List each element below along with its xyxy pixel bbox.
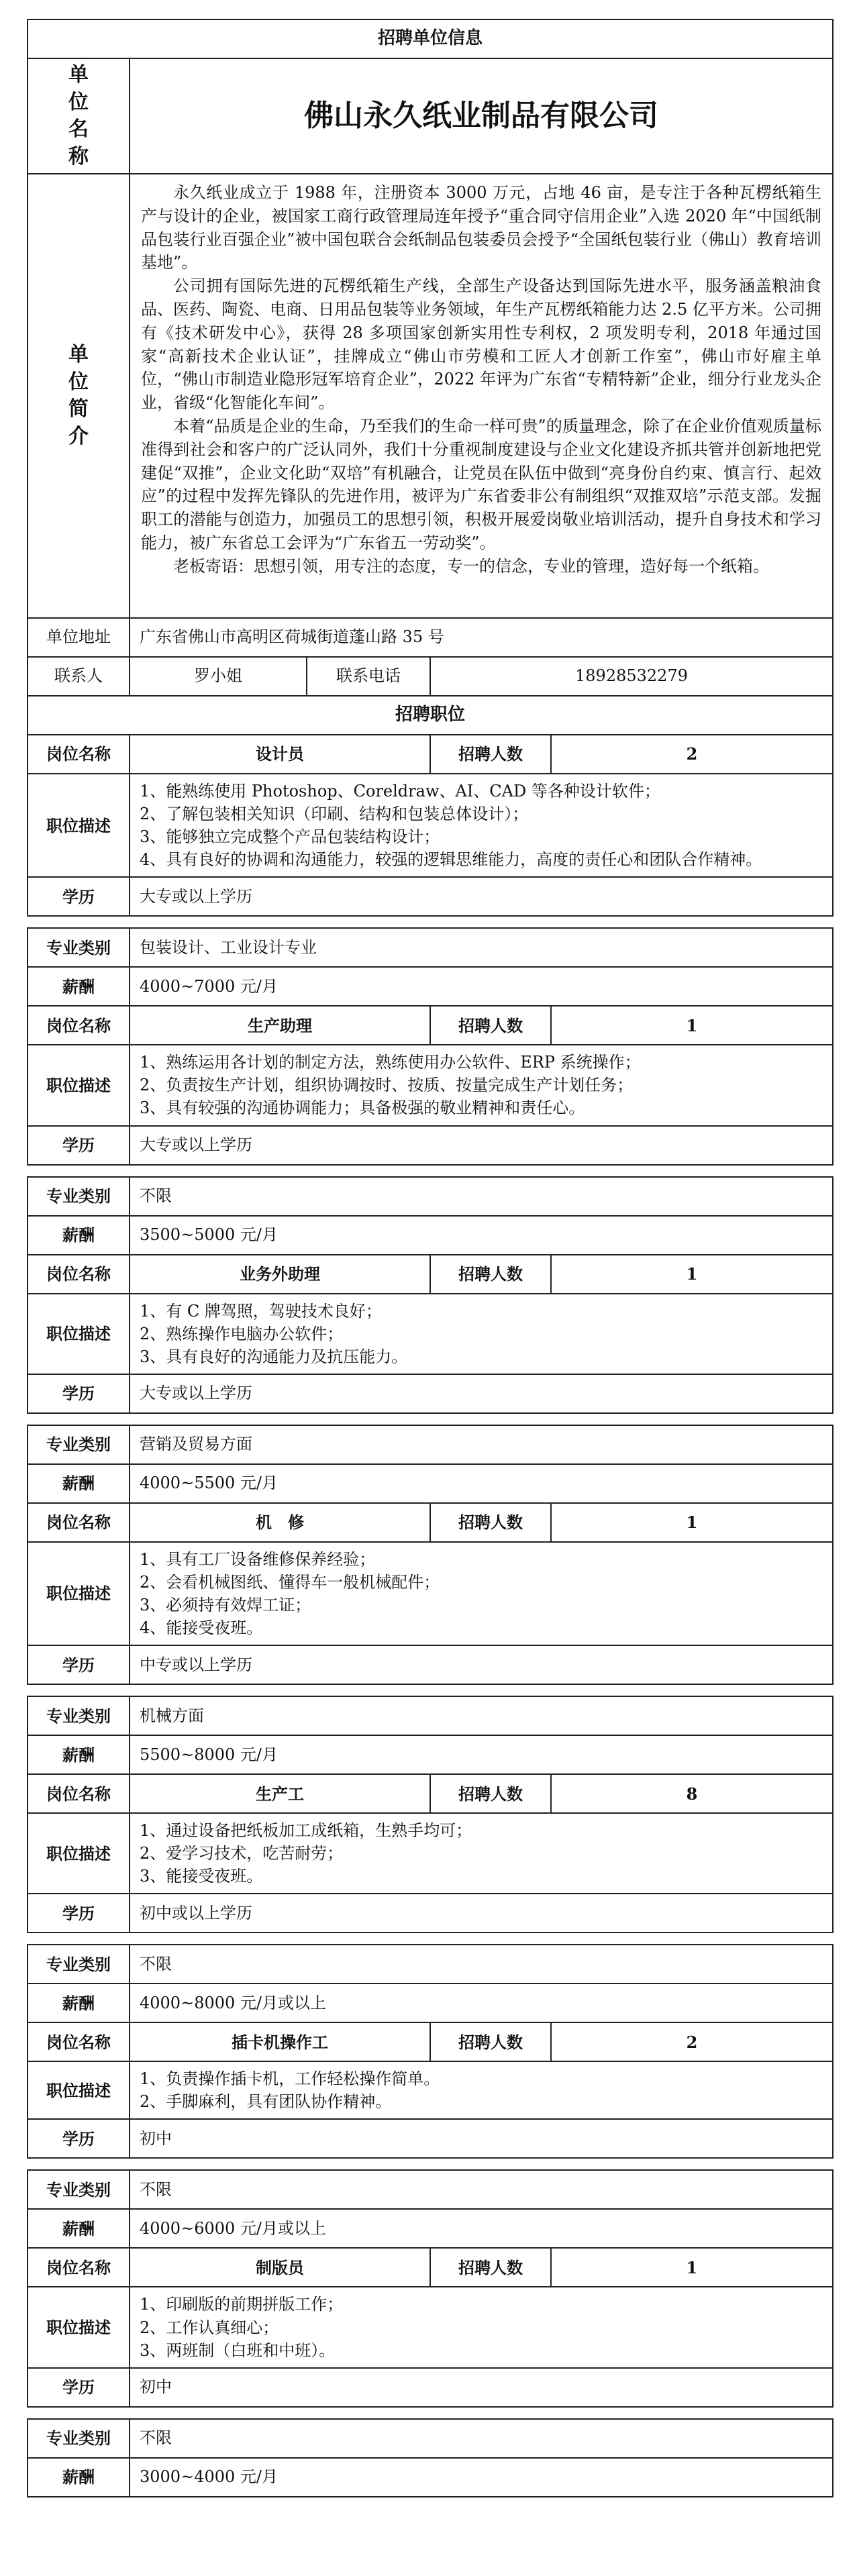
job-major-row bbox=[28, 2419, 833, 2458]
job-name-label: 岗位名称 bbox=[28, 735, 130, 774]
job-header-row bbox=[28, 1255, 833, 1294]
job-salary-label: 薪酬 bbox=[28, 2209, 130, 2248]
job-desc-row bbox=[28, 2061, 833, 2119]
company-name-label-text: 单位名称 bbox=[68, 63, 89, 168]
job-name: 生产助理 bbox=[130, 1006, 430, 1045]
job-desc-line: 1、有 C 牌驾照，驾驶技术良好； bbox=[140, 1301, 382, 1321]
job-gap-row bbox=[28, 1933, 833, 1945]
address-row bbox=[28, 618, 833, 657]
job-salary-label: 薪酬 bbox=[28, 1216, 130, 1255]
job-gap-row bbox=[28, 1413, 833, 1425]
job-header-row bbox=[28, 1774, 833, 1813]
job-desc-line: 2、熟练操作电脑办公软件； bbox=[140, 1324, 344, 1343]
job-gap-row bbox=[28, 1684, 833, 1696]
intro-paragraph: 本着“品质是企业的生命，乃至我们的生命一样可贵”的质量理念，除了在企业价值观质量标准得到社会和客户的广泛认同外，我们十分重视制度建设与企业文化建设齐抓共管并创新地把党建促“双推”，企业文化助“双培”有机融合，让党员在队伍中做到“亮身份自约束、慎言行、起效应”的过程中发挥先锋队的先进作用，被评为广东省委非公有制组织“双推双培”示范支部。发掘职工的潜能与创造力，加强员工的思想引领，积极开展爱岗敬业培训活动，提升自身技术和学习能力，被广东省总工会评为“广东省五一劳动奖”。 bbox=[141, 416, 821, 552]
job-salary-row bbox=[28, 1735, 833, 1774]
job-major-row bbox=[28, 1696, 833, 1735]
job-gap-row bbox=[28, 1165, 833, 1177]
job-gap bbox=[28, 916, 833, 928]
job-name-label: 岗位名称 bbox=[28, 1503, 130, 1542]
job-name: 业务外助理 bbox=[130, 1255, 430, 1294]
job-desc-row bbox=[28, 2287, 833, 2367]
job-major-label: 专业类别 bbox=[28, 2419, 130, 2458]
recruitment-document bbox=[27, 19, 832, 2497]
job-header-row bbox=[28, 735, 833, 774]
job-desc-row bbox=[28, 1813, 833, 1894]
job-header-row bbox=[28, 2248, 833, 2287]
job-count: 1 bbox=[551, 2248, 833, 2287]
job-salary-row bbox=[28, 1464, 833, 1503]
job-count: 8 bbox=[551, 1774, 833, 1813]
job-desc bbox=[130, 2061, 833, 2119]
job-name-label: 岗位名称 bbox=[28, 1774, 130, 1813]
job-desc-line: 4、具有良好的协调和沟通能力，较强的逻辑思维能力，高度的责任心和团队合作精神。 bbox=[140, 850, 762, 870]
job-count: 2 bbox=[551, 735, 833, 774]
job-edu-label: 学历 bbox=[28, 1645, 130, 1684]
job-major-label: 专业类别 bbox=[28, 928, 130, 967]
job-gap-row bbox=[28, 916, 833, 928]
job-salary: 4000~6000 元/月或以上 bbox=[130, 2209, 833, 2248]
job-major: 不限 bbox=[130, 2419, 833, 2458]
job-major: 机械方面 bbox=[130, 1696, 833, 1735]
job-edu-label: 学历 bbox=[28, 1374, 130, 1413]
jobs-list bbox=[28, 735, 833, 2497]
job-edu-row bbox=[28, 1645, 833, 1684]
job-major-row bbox=[28, 2170, 833, 2209]
job-desc-line: 2、工作认真细心； bbox=[140, 2318, 279, 2337]
job-desc bbox=[130, 1813, 833, 1894]
job-name: 插卡机操作工 bbox=[130, 2022, 430, 2061]
job-edu-label: 学历 bbox=[28, 877, 130, 916]
job-major-label: 专业类别 bbox=[28, 1696, 130, 1735]
job-desc-line: 3、必须持有效焊工证； bbox=[140, 1595, 311, 1614]
job-salary-row bbox=[28, 967, 833, 1006]
job-gap bbox=[28, 1933, 833, 1945]
job-desc-row bbox=[28, 774, 833, 877]
job-gap bbox=[28, 1413, 833, 1425]
job-name: 生产工 bbox=[130, 1774, 430, 1813]
company-intro-row bbox=[28, 174, 833, 618]
job-salary: 4000~8000 元/月或以上 bbox=[130, 1983, 833, 2022]
job-desc-line: 1、熟练运用各计划的制定方法，熟练使用办公软件、ERP 系统操作； bbox=[140, 1053, 641, 1072]
job-desc-line: 4、能接受夜班。 bbox=[140, 1618, 263, 1638]
job-desc-line: 3、两班制（白班和中班）。 bbox=[140, 2340, 336, 2360]
job-major-row bbox=[28, 928, 833, 967]
job-gap bbox=[28, 2158, 833, 2170]
job-gap-row bbox=[28, 2407, 833, 2419]
job-name-label: 岗位名称 bbox=[28, 2022, 130, 2061]
address-label: 单位地址 bbox=[28, 618, 130, 657]
job-edu-label: 学历 bbox=[28, 2119, 130, 2158]
phone-value: 18928532279 bbox=[430, 657, 833, 696]
job-salary-label: 薪酬 bbox=[28, 1735, 130, 1774]
job-desc-line: 3、具有良好的沟通能力及抗压能力。 bbox=[140, 1347, 408, 1366]
job-desc-label: 职位描述 bbox=[28, 1045, 130, 1125]
job-major-label: 专业类别 bbox=[28, 2170, 130, 2209]
job-desc bbox=[130, 1542, 833, 1645]
job-salary-row bbox=[28, 2458, 833, 2497]
job-edu-row bbox=[28, 2368, 833, 2407]
job-edu-row bbox=[28, 877, 833, 916]
job-salary: 3000~4000 元/月 bbox=[130, 2458, 833, 2497]
contact-row bbox=[28, 657, 833, 696]
job-desc-line: 1、印刷版的前期拼版工作； bbox=[140, 2295, 344, 2314]
job-desc-line: 2、负责按生产计划，组织协调按时、按质、按量完成生产计划任务； bbox=[140, 1076, 634, 1095]
job-salary: 4000~7000 元/月 bbox=[130, 967, 833, 1006]
job-count-label: 招聘人数 bbox=[430, 1503, 551, 1542]
job-edu: 大专或以上学历 bbox=[130, 1126, 833, 1165]
job-desc bbox=[130, 2287, 833, 2367]
job-count-label: 招聘人数 bbox=[430, 1774, 551, 1813]
job-name-label: 岗位名称 bbox=[28, 1255, 130, 1294]
company-name-row bbox=[28, 58, 833, 174]
job-salary-label: 薪酬 bbox=[28, 967, 130, 1006]
job-edu-label: 学历 bbox=[28, 1126, 130, 1165]
job-salary: 4000~5500 元/月 bbox=[130, 1464, 833, 1503]
job-major: 不限 bbox=[130, 2170, 833, 2209]
contact-value: 罗小姐 bbox=[130, 657, 307, 696]
job-salary: 3500~5000 元/月 bbox=[130, 1216, 833, 1255]
job-desc-line: 2、爱学习技术，吃苦耐劳； bbox=[140, 1844, 344, 1863]
job-count-label: 招聘人数 bbox=[430, 2022, 551, 2061]
job-salary-label: 薪酬 bbox=[28, 1983, 130, 2022]
job-desc-line: 2、手脚麻利，具有团队协作精神。 bbox=[140, 2092, 392, 2112]
job-name-label: 岗位名称 bbox=[28, 2248, 130, 2287]
job-edu-row bbox=[28, 1126, 833, 1165]
job-desc-label: 职位描述 bbox=[28, 2061, 130, 2119]
company-name-label bbox=[28, 58, 130, 174]
job-major: 包装设计、工业设计专业 bbox=[130, 928, 833, 967]
job-count: 2 bbox=[551, 2022, 833, 2061]
company-intro-label bbox=[28, 174, 130, 618]
job-desc-label: 职位描述 bbox=[28, 2287, 130, 2367]
job-desc-line: 1、能熟练使用 Photoshop、Coreldraw、AI、CAD 等各种设计软件； bbox=[140, 782, 660, 801]
job-name: 制版员 bbox=[130, 2248, 430, 2287]
job-count: 1 bbox=[551, 1503, 833, 1542]
job-salary-label: 薪酬 bbox=[28, 1464, 130, 1503]
job-edu-row bbox=[28, 1894, 833, 1933]
job-count: 1 bbox=[551, 1006, 833, 1045]
job-desc-line: 1、负责操作插卡机，工作轻松操作简单。 bbox=[140, 2069, 440, 2089]
job-gap bbox=[28, 1165, 833, 1177]
job-major: 不限 bbox=[130, 1177, 833, 1216]
job-major-row bbox=[28, 1945, 833, 1983]
job-count-label: 招聘人数 bbox=[430, 1006, 551, 1045]
job-desc-line: 2、了解包装相关知识（印刷、结构和包装总体设计）； bbox=[140, 805, 529, 824]
job-desc-line: 3、能够独立完成整个产品包装结构设计； bbox=[140, 827, 440, 847]
intro-paragraph: 永久纸业成立于 1988 年，注册资本 3000 万元，占地 46 亩，是专注于各种瓦楞纸箱生产与设计的企业，被国家工商行政管理局连年授予“重合同守信用企业”入选 2020 年“中国纸制品包装行业百强企业”被中国包联合会纸制品包装委员会授予“全国纸包装行业（佛山）教育培训基地”。 bbox=[141, 183, 821, 272]
intro-paragraph: 公司拥有国际先进的瓦楞纸箱生产线，全部生产设备达到国际先进水平，服务涵盖粮油食品、医药、陶瓷、电商、日用品包装等业务领域，年生产瓦楞纸箱能力达 2.5 亿平方米。公司拥有《技术研发中心》，获得 28 多项国家创新实用性专利权，2 项发明专利，2018 年通过国家“高新技术企业认证”，挂牌成立“佛山市劳模和工匠人才创新工作室”，佛山市好雇主单位，“佛山市制造业隐形冠军培育企业”，2022 年评为广东省“专精特新”企业，细分行业龙头企业，省级“化智能化车间”。 bbox=[141, 276, 821, 413]
job-count-label: 招聘人数 bbox=[430, 2248, 551, 2287]
phone-label: 联系电话 bbox=[307, 657, 430, 696]
job-major-label: 专业类别 bbox=[28, 1177, 130, 1216]
job-desc bbox=[130, 1045, 833, 1125]
job-desc-row bbox=[28, 1045, 833, 1125]
job-desc-label: 职位描述 bbox=[28, 1813, 130, 1894]
job-name: 机 修 bbox=[130, 1503, 430, 1542]
job-salary: 5500~8000 元/月 bbox=[130, 1735, 833, 1774]
job-name-label: 岗位名称 bbox=[28, 1006, 130, 1045]
job-edu-label: 学历 bbox=[28, 2368, 130, 2407]
job-header-row bbox=[28, 1006, 833, 1045]
job-header-row bbox=[28, 2022, 833, 2061]
job-desc-line: 1、具有工厂设备维修保养经验； bbox=[140, 1549, 376, 1569]
job-edu: 初中 bbox=[130, 2119, 833, 2158]
positions-title: 招聘职位 bbox=[28, 696, 833, 735]
job-edu-row bbox=[28, 2119, 833, 2158]
header-row bbox=[28, 19, 833, 58]
contact-label: 联系人 bbox=[28, 657, 130, 696]
job-edu: 大专或以上学历 bbox=[130, 1374, 833, 1413]
job-desc bbox=[130, 774, 833, 877]
job-major-row bbox=[28, 1177, 833, 1216]
job-header-row bbox=[28, 1503, 833, 1542]
job-desc-label: 职位描述 bbox=[28, 1294, 130, 1374]
job-edu: 中专或以上学历 bbox=[130, 1645, 833, 1684]
job-count: 1 bbox=[551, 1255, 833, 1294]
job-gap bbox=[28, 1684, 833, 1696]
job-edu: 大专或以上学历 bbox=[130, 877, 833, 916]
job-salary-row bbox=[28, 1216, 833, 1255]
job-desc-label: 职位描述 bbox=[28, 774, 130, 877]
intro-paragraph: 老板寄语：思想引领，用专注的态度，专一的信念，专业的管理，造好每一个纸箱。 bbox=[173, 556, 769, 576]
job-salary-label: 薪酬 bbox=[28, 2458, 130, 2497]
job-major-row bbox=[28, 1425, 833, 1464]
job-desc-line: 3、能接受夜班。 bbox=[140, 1867, 263, 1886]
job-desc-line: 1、通过设备把纸板加工成纸箱，生熟手均可； bbox=[140, 1821, 472, 1841]
job-edu: 初中或以上学历 bbox=[130, 1894, 833, 1933]
company-name: 佛山永久纸业制品有限公司 bbox=[130, 58, 833, 174]
positions-title-row bbox=[28, 696, 833, 735]
job-desc-label: 职位描述 bbox=[28, 1542, 130, 1645]
job-desc-row bbox=[28, 1542, 833, 1645]
company-intro-label-text: 单位简介 bbox=[68, 343, 89, 448]
address-value: 广东省佛山市高明区荷城街道蓬山路 35 号 bbox=[130, 618, 833, 657]
job-desc-row bbox=[28, 1294, 833, 1374]
document-title: 招聘单位信息 bbox=[28, 19, 833, 58]
job-major: 不限 bbox=[130, 1945, 833, 1983]
job-edu-row bbox=[28, 1374, 833, 1413]
job-desc bbox=[130, 1294, 833, 1374]
job-count-label: 招聘人数 bbox=[430, 735, 551, 774]
recruitment-table bbox=[27, 19, 833, 2497]
job-major-label: 专业类别 bbox=[28, 1425, 130, 1464]
job-major-label: 专业类别 bbox=[28, 1945, 130, 1983]
job-salary-row bbox=[28, 1983, 833, 2022]
job-name: 设计员 bbox=[130, 735, 430, 774]
job-edu-label: 学历 bbox=[28, 1894, 130, 1933]
job-count-label: 招聘人数 bbox=[430, 1255, 551, 1294]
job-gap bbox=[28, 2407, 833, 2419]
job-desc-line: 2、会看机械图纸、懂得车一般机械配件； bbox=[140, 1572, 440, 1592]
job-gap-row bbox=[28, 2158, 833, 2170]
job-major: 营销及贸易方面 bbox=[130, 1425, 833, 1464]
job-edu: 初中 bbox=[130, 2368, 833, 2407]
company-intro bbox=[130, 174, 833, 618]
job-desc-line: 3、具有较强的沟通协调能力；具备极强的敬业精神和责任心。 bbox=[140, 1098, 585, 1118]
job-salary-row bbox=[28, 2209, 833, 2248]
